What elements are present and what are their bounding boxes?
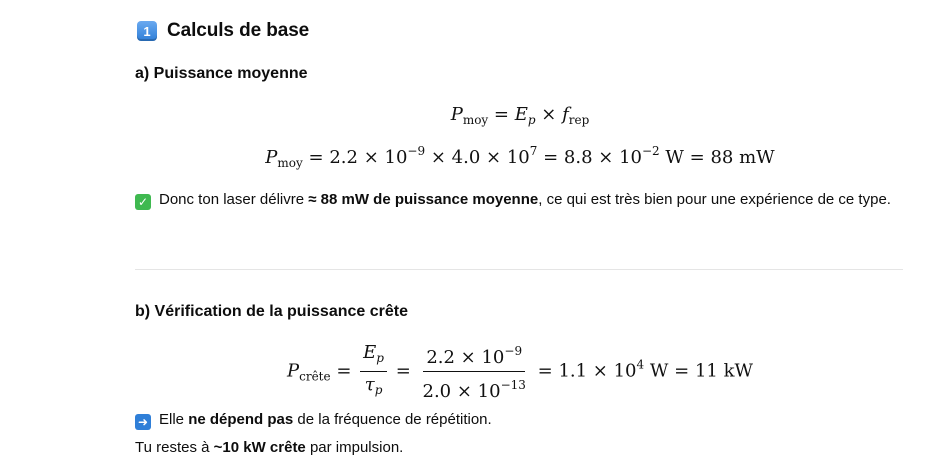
fraction-numeric: $\frac{2.2 \times 10^{-9}}{2.0 \times 10^{-13}}$	[420, 340, 529, 403]
section-heading	[137, 20, 309, 42]
average-power-note: ✓ Donc ton laser délivre ≈ 88 mW de puissance moyenne, ce qui est très bien pour une expérience de ce type.	[135, 186, 905, 214]
peak-power-formula: $P_{crête}$ = $\frac{E_p}{\tau_p}$ = $\frac{2.2 \times 10^{-9}}{2.0 \times 10^{-13}}$ = $1.1 \times 10^4$ W = 11 kW	[287, 342, 753, 402]
fraction-symbolic: $\frac{E_p}{\tau_p}$	[360, 342, 387, 401]
average-power-numeric: $P_{moy} = 2.2 \times 10^{-9} \times 4.0 \times 10^7 = 8.8 \times 10^{-2}$ W = 88 mW	[265, 144, 775, 170]
part-b-heading: b) Vérification de la puissance crête	[135, 303, 408, 320]
peak-power-note-2: Tu restes à ~10 kW crête par impulsion.	[135, 439, 404, 456]
keycap-one-icon: 1	[137, 21, 157, 41]
average-power-formula: $P_{moy} = E_p \times f_{rep}$	[450, 104, 590, 127]
peak-power-note-1: ➜ Elle ne dépend pas de la fréquence de répétition.	[135, 406, 905, 434]
check-mark-icon: ✓	[135, 194, 151, 210]
section-title: Calculs de base	[167, 20, 310, 41]
section-divider	[135, 269, 903, 270]
right-arrow-icon: ➜	[135, 414, 151, 430]
part-a-heading: a) Puissance moyenne	[135, 65, 308, 82]
